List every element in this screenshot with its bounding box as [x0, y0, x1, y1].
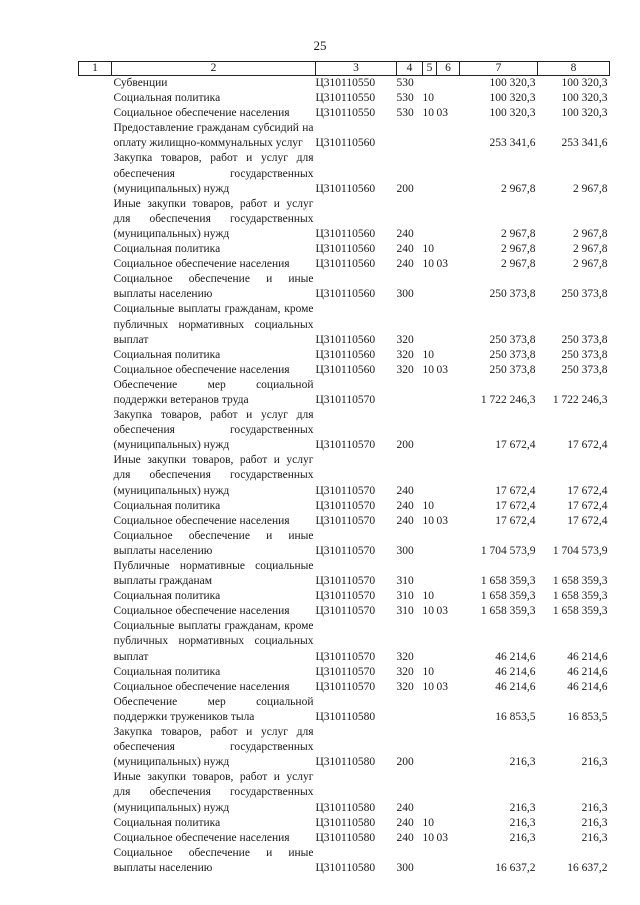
amount-col7: 100 320,3 [489, 77, 536, 89]
amount-col7: 250 373,8 [489, 288, 536, 301]
table-row [79, 589, 610, 604]
section-code [423, 453, 437, 498]
amount-col7: 2 967,8 [501, 182, 536, 195]
row-number-cell [79, 242, 112, 257]
row-number-cell [79, 831, 112, 846]
section-code: 10 [422, 363, 434, 376]
amount-col7: 16 637,2 [495, 861, 536, 874]
amount-col8: 250 373,8 [561, 333, 608, 346]
amount-col7: 46 214,6 [495, 665, 536, 678]
amount-col7: 2 967,8 [501, 243, 536, 256]
row-name: Социальная политика [113, 816, 221, 829]
header-row [79, 62, 610, 76]
subsection-code [437, 76, 460, 92]
section-code: 10 [422, 499, 434, 512]
amount-col8: 100 320,3 [561, 92, 608, 105]
table-row [79, 770, 610, 815]
column-header-8: 8 [538, 62, 610, 76]
subsection-code [437, 816, 460, 831]
expense-type: 240 [396, 801, 414, 814]
table-row [79, 559, 610, 589]
subsection-code: 03 [436, 107, 448, 120]
expense-type: 320 [396, 348, 414, 361]
section-code [423, 408, 437, 453]
amount-col7: 17 672,4 [495, 439, 536, 452]
amount-col7: 100 320,3 [489, 92, 536, 105]
amount-col8: 46 214,6 [567, 650, 608, 663]
expense-type: 200 [396, 182, 414, 195]
subsection-code [437, 499, 460, 514]
page-number: 25 [313, 38, 327, 53]
row-number-cell [79, 453, 112, 498]
table-row [79, 499, 610, 514]
table-row [79, 695, 610, 725]
row-number-cell [79, 348, 112, 363]
subsection-code: 03 [436, 363, 448, 376]
section-code [423, 151, 437, 196]
subsection-code [437, 770, 460, 815]
amount-col7: 46 214,6 [495, 680, 536, 693]
row-number-cell [79, 816, 112, 831]
section-code: 10 [422, 243, 434, 256]
subsection-code [437, 91, 460, 106]
row-name: Социальная политика [113, 348, 221, 361]
row-number-cell [79, 725, 112, 770]
table-row [79, 846, 610, 876]
target-code: Ц310110560 [315, 243, 376, 256]
target-code: Ц310110570 [315, 439, 376, 452]
expense-type: 530 [396, 92, 414, 105]
expense-type: 320 [396, 363, 414, 376]
amount-col7: 17 672,4 [495, 484, 536, 497]
target-code: Ц310110580 [315, 710, 376, 723]
row-name: Социальные выплаты гражданам, кроме публичных нормативных социальных выплат [113, 620, 314, 663]
section-code [423, 121, 437, 151]
amount-col8: 250 373,8 [561, 288, 608, 301]
row-number-cell [79, 363, 112, 378]
column-header-7: 7 [460, 62, 538, 76]
section-code [423, 272, 437, 302]
amount-col7: 216,3 [509, 801, 536, 814]
amount-col7: 216,3 [509, 831, 536, 844]
expense-type: 240 [396, 484, 414, 497]
row-number-cell [79, 106, 112, 121]
row-number-cell [79, 121, 112, 151]
section-code [423, 378, 437, 408]
row-number-cell [79, 302, 112, 347]
table-row [79, 363, 610, 378]
row-name: Социальное обеспечение населения [113, 107, 290, 120]
row-name: Социальное обеспечение населения [113, 680, 290, 693]
amount-col7: 250 373,8 [489, 333, 536, 346]
section-code: 10 [422, 831, 434, 844]
amount-col7: 17 672,4 [495, 514, 536, 527]
table-row [79, 619, 610, 664]
amount-col8: 216,3 [581, 801, 608, 814]
table-row [79, 272, 610, 302]
section-code [423, 695, 437, 725]
subsection-code [437, 619, 460, 664]
table-row [79, 831, 610, 846]
row-number-cell [79, 695, 112, 725]
amount-col7: 216,3 [509, 816, 536, 829]
amount-col7: 2 967,8 [501, 258, 536, 271]
subsection-code: 03 [436, 680, 448, 693]
target-code: Ц310110560 [315, 137, 376, 150]
amount-col8: 46 214,6 [567, 680, 608, 693]
subsection-code [437, 378, 460, 408]
section-code: 10 [422, 92, 434, 105]
row-number-cell [79, 604, 112, 619]
target-code: Ц310110580 [315, 831, 376, 844]
amount-col8: 2 967,8 [573, 227, 608, 240]
table-row [79, 106, 610, 121]
target-code: Ц310110580 [315, 816, 376, 829]
row-number-cell [79, 272, 112, 302]
row-name: Социальное обеспечение и иные выплаты населению [113, 273, 314, 301]
subsection-code [437, 665, 460, 680]
target-code: Ц310110570 [315, 544, 376, 557]
target-code: Ц310110560 [315, 333, 376, 346]
row-number-cell [79, 408, 112, 453]
amount-col8: 16 853,5 [567, 710, 608, 723]
row-name: Социальное обеспечение населения [113, 831, 290, 844]
row-name: Социальная политика [113, 590, 221, 603]
subsection-code [437, 559, 460, 589]
table-row [79, 604, 610, 619]
row-name: Закупка товаров, работ и услуг для обеспечения государственных (муниципальных) нужд [113, 152, 314, 195]
target-code: Ц310110550 [315, 92, 376, 105]
expense-type: 320 [396, 650, 414, 663]
row-number-cell [79, 514, 112, 529]
row-name: Предоставление гражданам субсидий на оплату жилищно-коммунальных услуг [113, 122, 314, 150]
row-number-cell [79, 559, 112, 589]
expense-type [397, 695, 423, 725]
target-code: Ц310110550 [315, 107, 376, 120]
table-row [79, 453, 610, 498]
amount-col7: 1 658 359,3 [480, 605, 536, 618]
section-code [423, 529, 437, 559]
target-code: Ц310110570 [315, 499, 376, 512]
table-row [79, 680, 610, 695]
table-row [79, 151, 610, 196]
row-name: Социальное обеспечение и иные выплаты населению [113, 846, 314, 874]
amount-col8: 253 341,6 [561, 137, 608, 150]
amount-col7: 46 214,6 [495, 650, 536, 663]
expense-type [397, 121, 423, 151]
column-header-3: 3 [316, 62, 397, 76]
subsection-code [437, 121, 460, 151]
expense-type: 300 [396, 861, 414, 874]
table-row [79, 665, 610, 680]
expense-type: 240 [396, 243, 414, 256]
subsection-code [437, 589, 460, 604]
table-row [79, 529, 610, 559]
subsection-code: 03 [436, 605, 448, 618]
expense-type: 300 [396, 544, 414, 557]
subsection-code [437, 725, 460, 770]
target-code: Ц310110570 [315, 514, 376, 527]
amount-col8: 250 373,8 [561, 348, 608, 361]
subsection-code [437, 846, 460, 876]
table-row [79, 348, 610, 363]
expense-type: 240 [396, 499, 414, 512]
expense-type: 320 [396, 680, 414, 693]
section-code [423, 302, 437, 347]
amount-col8: 100 320,3 [561, 77, 608, 89]
amount-col8: 1 722 246,3 [552, 393, 608, 406]
expense-type: 530 [396, 77, 414, 89]
subsection-code: 03 [436, 514, 448, 527]
column-header-1: 1 [79, 62, 112, 76]
table-row [79, 242, 610, 257]
section-code [423, 559, 437, 589]
target-code: Ц310110560 [315, 227, 376, 240]
amount-col8: 216,3 [581, 831, 608, 844]
target-code: Ц310110570 [315, 605, 376, 618]
expense-type: 320 [396, 333, 414, 346]
row-number-cell [79, 257, 112, 272]
section-code: 10 [422, 680, 434, 693]
row-name: Социальные выплаты гражданам, кроме публичных нормативных социальных выплат [113, 303, 314, 346]
target-code: Ц310110570 [315, 393, 376, 406]
amount-col7: 250 373,8 [489, 363, 536, 376]
expense-type: 240 [396, 831, 414, 844]
subsection-code [437, 302, 460, 347]
row-number-cell [79, 197, 112, 242]
amount-col7: 216,3 [509, 756, 536, 769]
expense-type: 240 [396, 514, 414, 527]
row-number-cell [79, 378, 112, 408]
target-code: Ц310110580 [315, 801, 376, 814]
expense-type [397, 378, 423, 408]
table-row [79, 725, 610, 770]
column-header-2: 2 [112, 62, 316, 76]
amount-col8: 2 967,8 [573, 243, 608, 256]
expense-type: 240 [396, 258, 414, 271]
expense-type: 240 [396, 816, 414, 829]
expense-type: 300 [396, 288, 414, 301]
row-name: Социальное обеспечение населения [113, 605, 290, 618]
row-number-cell [79, 846, 112, 876]
target-code: Ц310110570 [315, 575, 376, 588]
row-name: Закупка товаров, работ и услуг для обеспечения государственных (муниципальных) нужд [113, 409, 314, 452]
row-number-cell [79, 770, 112, 815]
subsection-code [437, 197, 460, 242]
row-number-cell [79, 151, 112, 196]
expense-type: 200 [396, 756, 414, 769]
expense-type: 310 [396, 575, 414, 588]
section-code: 10 [422, 605, 434, 618]
expense-type: 200 [396, 439, 414, 452]
table-row [79, 514, 610, 529]
amount-col7: 1 658 359,3 [480, 575, 536, 588]
subsection-code [437, 529, 460, 559]
row-name: Обеспечение мер социальной поддержки тружеников тыла [113, 695, 314, 723]
row-name: Иные закупки товаров, работ и услуг для обеспечения государственных (муниципальных) нужд [113, 454, 314, 497]
expense-type: 530 [396, 107, 414, 120]
row-number-cell [79, 665, 112, 680]
subsection-code [437, 151, 460, 196]
section-code [423, 619, 437, 664]
section-code: 10 [422, 348, 434, 361]
target-code: Ц310110550 [315, 77, 376, 89]
target-code: Ц310110570 [315, 484, 376, 497]
amount-col7: 2 967,8 [501, 227, 536, 240]
row-name: Социальное обеспечение и иные выплаты населению [113, 529, 314, 557]
amount-col7: 1 658 359,3 [480, 590, 536, 603]
target-code: Ц310110570 [315, 590, 376, 603]
target-code: Ц310110560 [315, 288, 376, 301]
amount-col8: 16 637,2 [567, 861, 608, 874]
section-code: 10 [422, 258, 434, 271]
section-code [423, 725, 437, 770]
table-header [79, 62, 610, 76]
subsection-code [437, 453, 460, 498]
row-number-cell [79, 529, 112, 559]
table-row [79, 76, 610, 92]
row-name: Иные закупки товаров, работ и услуг для обеспечения государственных (муниципальных) нужд [113, 197, 314, 240]
amount-col7: 1 704 573,9 [480, 544, 536, 557]
amount-col8: 1 658 359,3 [552, 590, 608, 603]
subsection-code [437, 242, 460, 257]
amount-col8: 17 672,4 [567, 439, 608, 452]
row-name: Обеспечение мер социальной поддержки ветеранов труда [113, 378, 314, 406]
subsection-code [437, 348, 460, 363]
target-code: Ц310110560 [315, 363, 376, 376]
table-row [79, 302, 610, 347]
subsection-code [437, 695, 460, 725]
amount-col8: 2 967,8 [573, 182, 608, 195]
expense-type: 310 [396, 605, 414, 618]
target-code: Ц310110560 [315, 258, 376, 271]
amount-col8: 1 658 359,3 [552, 605, 608, 618]
expense-type: 320 [396, 665, 414, 678]
amount-col8: 17 672,4 [567, 514, 608, 527]
row-number-cell [79, 619, 112, 664]
target-code: Ц310110570 [315, 680, 376, 693]
row-number-cell [79, 499, 112, 514]
target-code: Ц310110570 [315, 650, 376, 663]
row-name: Социальное обеспечение населения [113, 514, 290, 527]
row-name: Социальная политика [113, 243, 221, 256]
amount-col7: 250 373,8 [489, 348, 536, 361]
section-code: 10 [422, 590, 434, 603]
amount-col7: 16 853,5 [495, 710, 536, 723]
target-code: Ц310110580 [315, 756, 376, 769]
amount-col8: 216,3 [581, 816, 608, 829]
subsection-code [437, 272, 460, 302]
amount-col8: 250 373,8 [561, 363, 608, 376]
row-name: Социальное обеспечение населения [113, 363, 290, 376]
row-number-cell [79, 91, 112, 106]
section-code: 10 [422, 514, 434, 527]
row-name: Социальная политика [113, 92, 221, 105]
section-code [423, 846, 437, 876]
target-code: Ц310110560 [315, 348, 376, 361]
section-code [423, 770, 437, 815]
row-name: Субвенции [113, 77, 168, 89]
amount-col8: 1 704 573,9 [552, 544, 608, 557]
amount-col7: 100 320,3 [489, 107, 536, 120]
amount-col7: 1 722 246,3 [480, 393, 536, 406]
section-code [423, 197, 437, 242]
row-name: Социальная политика [113, 665, 221, 678]
section-code: 10 [422, 107, 434, 120]
expense-type: 240 [396, 227, 414, 240]
table-row [79, 197, 610, 242]
table-row [79, 378, 610, 408]
table-row [79, 816, 610, 831]
section-code: 10 [422, 816, 434, 829]
table-row [79, 91, 610, 106]
column-header-5: 5 [423, 62, 437, 76]
row-number-cell [79, 680, 112, 695]
subsection-code: 03 [436, 831, 448, 844]
subsection-code [437, 408, 460, 453]
table-row [79, 121, 610, 151]
column-header-6: 6 [437, 62, 460, 76]
target-code: Ц310110560 [315, 182, 376, 195]
amount-col8: 17 672,4 [567, 499, 608, 512]
amount-col7: 253 341,6 [489, 137, 536, 150]
amount-col8: 46 214,6 [567, 665, 608, 678]
row-name: Публичные нормативные социальные выплаты гражданам [113, 560, 314, 588]
section-code [423, 76, 437, 92]
row-number-cell [79, 76, 112, 92]
target-code: Ц310110580 [315, 861, 376, 874]
row-name: Закупка товаров, работ и услуг для обеспечения государственных (муниципальных) нужд [113, 726, 314, 769]
section-code: 10 [422, 665, 434, 678]
amount-col8: 216,3 [581, 756, 608, 769]
row-name: Социальное обеспечение населения [113, 258, 290, 271]
subsection-code: 03 [436, 258, 448, 271]
column-header-4: 4 [397, 62, 423, 76]
budget-table [78, 61, 610, 876]
table-row [79, 408, 610, 453]
table-body [79, 76, 610, 876]
amount-col8: 2 967,8 [573, 258, 608, 271]
amount-col8: 100 320,3 [561, 107, 608, 120]
amount-col8: 1 658 359,3 [552, 575, 608, 588]
row-name: Социальная политика [113, 499, 221, 512]
table-row [79, 257, 610, 272]
amount-col7: 17 672,4 [495, 499, 536, 512]
amount-col8: 17 672,4 [567, 484, 608, 497]
expense-type: 310 [396, 590, 414, 603]
target-code: Ц310110570 [315, 665, 376, 678]
row-name: Иные закупки товаров, работ и услуг для обеспечения государственных (муниципальных) нужд [113, 771, 314, 814]
row-number-cell [79, 589, 112, 604]
